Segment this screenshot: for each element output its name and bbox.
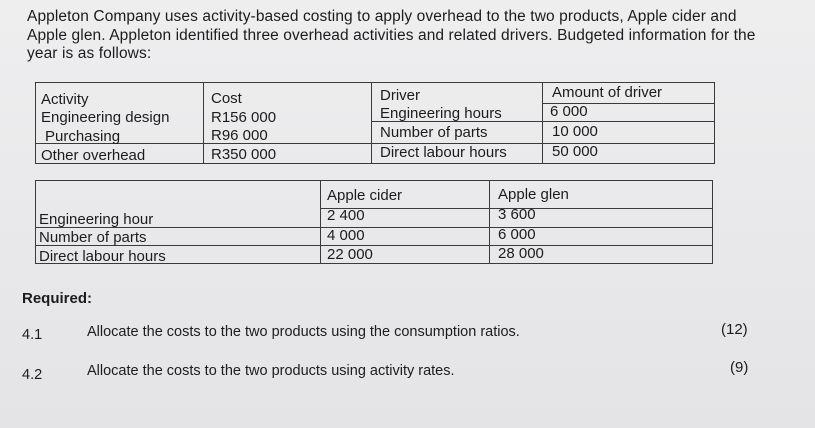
cell-apple-cider: 4 000 <box>327 227 365 244</box>
cell-activity: Other overhead <box>41 147 146 164</box>
question-text: Allocate the costs to the two products using activity rates. <box>87 363 455 379</box>
column-divider <box>320 181 321 263</box>
header-amount-of-driver: Amount of driver <box>552 84 663 101</box>
column-divider <box>203 83 204 163</box>
row-label: Engineering hour <box>39 211 154 228</box>
question-marks: (9) <box>730 359 749 376</box>
cell-driver: Engineering hours <box>380 105 502 122</box>
cell-driver: Direct labour hours <box>380 144 507 161</box>
header-activity: Activity <box>41 91 89 108</box>
cell-cost: R156 000 <box>211 109 277 126</box>
cell-apple-glen: 3 600 <box>498 206 536 223</box>
cell-amount: 6 000 <box>550 103 588 120</box>
cell-activity: Engineering design <box>41 109 170 126</box>
cell-cost: R350 000 <box>211 146 277 163</box>
required-heading: Required: <box>22 290 93 307</box>
cell-apple-cider: 22 000 <box>327 246 373 263</box>
question-marks: (12) <box>721 321 748 338</box>
cell-apple-cider: 2 400 <box>327 207 365 224</box>
row-label: Direct labour hours <box>39 248 166 265</box>
question-number: 4.1 <box>22 327 43 343</box>
question-number: 4.2 <box>22 367 43 383</box>
intro-paragraph: Appleton Company uses activity-based costing to apply overhead to the two products, Apple cider and Apple glen. Appleton identified three overhead activities and related drivers. Budgeted information for the year is as follows: <box>27 8 756 62</box>
cell-driver: Number of parts <box>380 124 488 141</box>
row-divider <box>36 143 714 144</box>
header-apple-cider: Apple cider <box>327 187 403 204</box>
cell-apple-glen: 28 000 <box>498 245 544 262</box>
column-divider <box>371 83 372 163</box>
column-divider <box>489 181 490 263</box>
header-driver: Driver <box>380 87 420 104</box>
row-label: Number of parts <box>39 229 147 246</box>
activity-cost-table <box>35 82 715 164</box>
cell-amount: 10 000 <box>552 123 598 140</box>
header-apple-glen: Apple glen <box>498 186 569 203</box>
header-cost: Cost <box>211 90 242 107</box>
cell-activity: Purchasing <box>45 128 121 145</box>
question-text: Allocate the costs to the two products using the consumption ratios. <box>87 324 520 340</box>
cell-amount: 50 000 <box>552 143 598 160</box>
cell-apple-glen: 6 000 <box>498 226 536 243</box>
product-driver-table <box>35 180 713 264</box>
cell-cost: R96 000 <box>211 127 268 144</box>
column-divider <box>542 83 543 163</box>
